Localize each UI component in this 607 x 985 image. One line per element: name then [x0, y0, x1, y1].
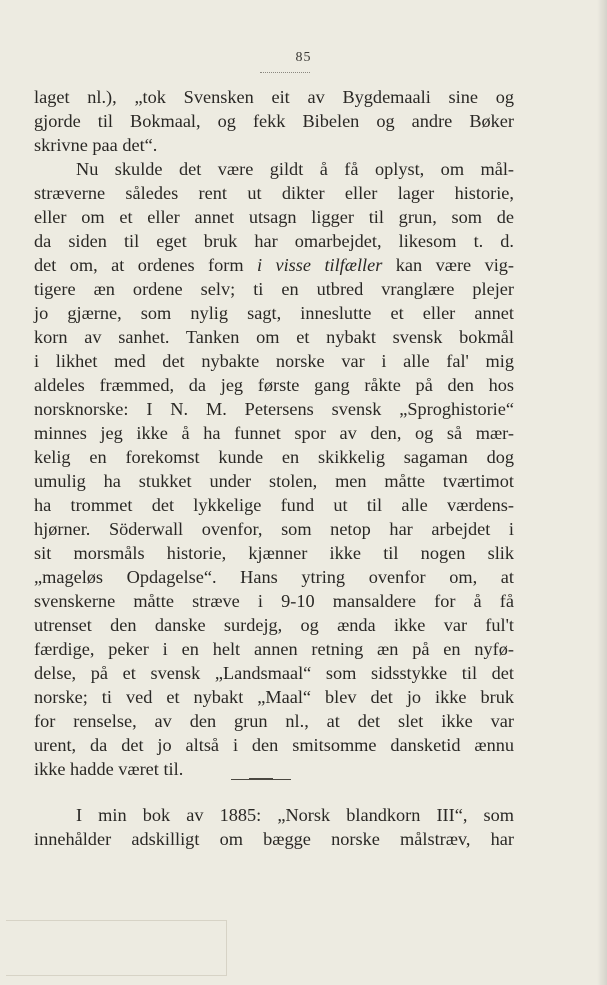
- text-line: innehålder adskilligt om bægge norske målstræv, har: [34, 829, 514, 849]
- text-line: urent, da det jo altså i den smitsomme dansketid ænnu: [34, 735, 514, 755]
- text-line: tigere æn ordene selv; ti en utbred vranglære plejer: [34, 279, 514, 299]
- text-line: svenskerne måtte stræve i 9-10 mansaldere for å få: [34, 591, 514, 611]
- section-divider: [231, 779, 291, 780]
- text-line: for renselse, av den grun nl., at det slet ikke var: [34, 711, 514, 731]
- text-line: utrenset den danske surdejg, og ænda ikke var ful't: [34, 615, 514, 635]
- text-line: delse, på et svensk „Landsmaal“ som sidsstykke til det: [34, 663, 514, 683]
- text-line: norsknorske: I N. M. Petersens svensk „Sproghistorie“: [34, 399, 514, 419]
- text-line: i likhet med det nybakte norske var i alle fal' mig: [34, 351, 514, 371]
- text-line: korn av sanhet. Tanken om et nybakt svensk bokmål: [34, 327, 514, 347]
- page-number: 85: [295, 50, 312, 65]
- text-line: sit morsmåls historie, kjænner ikke til nogen slik: [34, 543, 514, 563]
- text-line: gjorde til Bokmaal, og fekk Bibelen og andre Bøker: [34, 111, 514, 131]
- text-line: skrivne paa det“.: [34, 135, 158, 155]
- text-line: Nu skulde det være gildt å få oplyst, om mål-: [76, 159, 514, 179]
- page-edge-shadow: [597, 0, 607, 985]
- text-line: I min bok av 1885: „Norsk blandkorn III“, som: [76, 805, 514, 825]
- text-line: kelig en forekomst kunde en skikkelig sagaman dog: [34, 447, 514, 467]
- text-line: minnes jeg ikke å ha funnet spor av den, og så mær-: [34, 423, 514, 443]
- text-line: da siden til eget bruk har omarbejdet, likesom t. d.: [34, 231, 514, 251]
- text-line: jo gjærne, som nylig sagt, inneslutte et eller annet: [34, 303, 514, 323]
- text-line: eller om et eller annet utsagn ligger til grun, som de: [34, 207, 514, 227]
- text-line: ha trommet det lykkelige fund ut til alle værdens-: [34, 495, 514, 515]
- page-number-ornament: [260, 68, 310, 73]
- text-line: norske; ti ved et nybakt „Maal“ blev det jo ikke bruk: [34, 687, 514, 707]
- text-line: hjørner. Söderwall ovenfor, som netop har arbejdet i: [34, 519, 514, 539]
- text-line: stræverne således rent ut dikter eller lager historie,: [34, 183, 514, 203]
- text-line: laget nl.), „tok Svensken eit av Bygdemaali sine og: [34, 87, 514, 107]
- library-stamp-outline: [6, 920, 227, 976]
- text-line: aldeles fræmmed, da jeg første gang råkte på den hos: [34, 375, 514, 395]
- text-line: ikke hadde været til.: [34, 759, 184, 779]
- italic-phrase: i visse tilfæller: [256, 255, 383, 275]
- text-line-with-italic: det om, at ordenes form i visse tilfæller kan være vig-: [34, 255, 515, 275]
- text-line: „mageløs Opdagelse“. Hans ytring ovenfor om, at: [34, 567, 514, 587]
- text-line: umulig ha stukket under stolen, men måtte tværtimot: [34, 471, 514, 491]
- text-line: færdige, peker i en helt annen retning æn på en nyfø-: [34, 639, 514, 659]
